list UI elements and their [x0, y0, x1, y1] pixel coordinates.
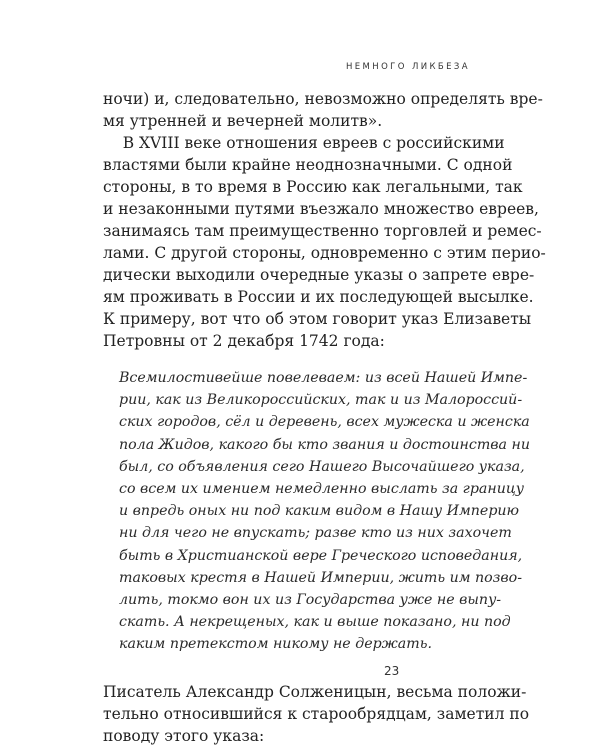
- quote-line: пола Жидов, какого бы кто звания и достоинства ни: [119, 436, 530, 453]
- text-line: и незаконными путями въезжало множество евреев,: [103, 200, 539, 218]
- decree-quote: [119, 367, 530, 655]
- text-line: дически выходили очередные указы о запрете евре-: [103, 266, 535, 284]
- quote-line: был, со объявления сего Нашего Высочайшего указа,: [119, 458, 525, 475]
- quote-line: быть в Христианской вере Греческого исповедания,: [119, 547, 523, 564]
- page-number: 23: [384, 664, 400, 678]
- text-line: мя утренней и вечерней молитв».: [103, 112, 383, 130]
- quote-line: каким претекстом никому не держать.: [119, 636, 432, 653]
- paragraph-solzhenitsyn: [103, 681, 530, 747]
- quote-line: таковых крестя в Нашей Империи, жить им позво-: [119, 569, 522, 586]
- text-line: тельно относившийся к старообрядцам, заметил по: [103, 705, 530, 724]
- text-line: стороны, в то время в Россию как легальными, так: [103, 178, 523, 196]
- intro-text: [103, 88, 543, 132]
- quote-line: Всемилостивейше повелеваем: из всей Нашей Импе-: [119, 370, 528, 386]
- quote-line: ни для чего не впускать; разве кто из них захочет: [119, 525, 512, 542]
- page-body: [103, 88, 546, 747]
- text-line: К примеру, вот что об этом говорит указ Елизаветы: [103, 310, 532, 328]
- text-line: В XVIII веке отношения евреев с российскими: [103, 134, 505, 152]
- text-line: ям проживать в России и их последующей высылке.: [103, 288, 534, 306]
- quote-line: рии, как из Великороссийских, так и из Малороссий-: [119, 392, 523, 409]
- text-line: ночи) и, следовательно, невозможно определять вре-: [103, 90, 543, 108]
- text-line: властями были крайне неоднозначными. С одной: [103, 156, 513, 174]
- text-line: лами. С другой стороны, одновременно с этим перио-: [103, 244, 546, 262]
- quote-line: со всем их имением немедленно выслать за границу: [119, 480, 524, 497]
- text-line: занимаясь там преимущественно торговлей и ремес-: [103, 222, 542, 240]
- text-line: поводу этого указа:: [103, 727, 265, 746]
- quote-line: ских городов, сёл и деревень, всех мужеска и женска: [119, 414, 530, 431]
- paragraph-xviii-century: [103, 132, 546, 352]
- quote-line: лить, токмо вон их из Государства уже не выпу-: [119, 591, 502, 608]
- running-header: НЕМНОГО ЛИКБЕЗА: [345, 62, 470, 72]
- quote-line: и впредь оных ни под каким видом в Нашу Империю: [119, 503, 520, 520]
- quote-line: скать. А некрещеных, как и выше показано, ни под: [119, 614, 511, 631]
- text-line: Петровны от 2 декабря 1742 года:: [103, 332, 385, 350]
- text-line: Писатель Александр Солженицын, весьма положи-: [103, 683, 527, 702]
